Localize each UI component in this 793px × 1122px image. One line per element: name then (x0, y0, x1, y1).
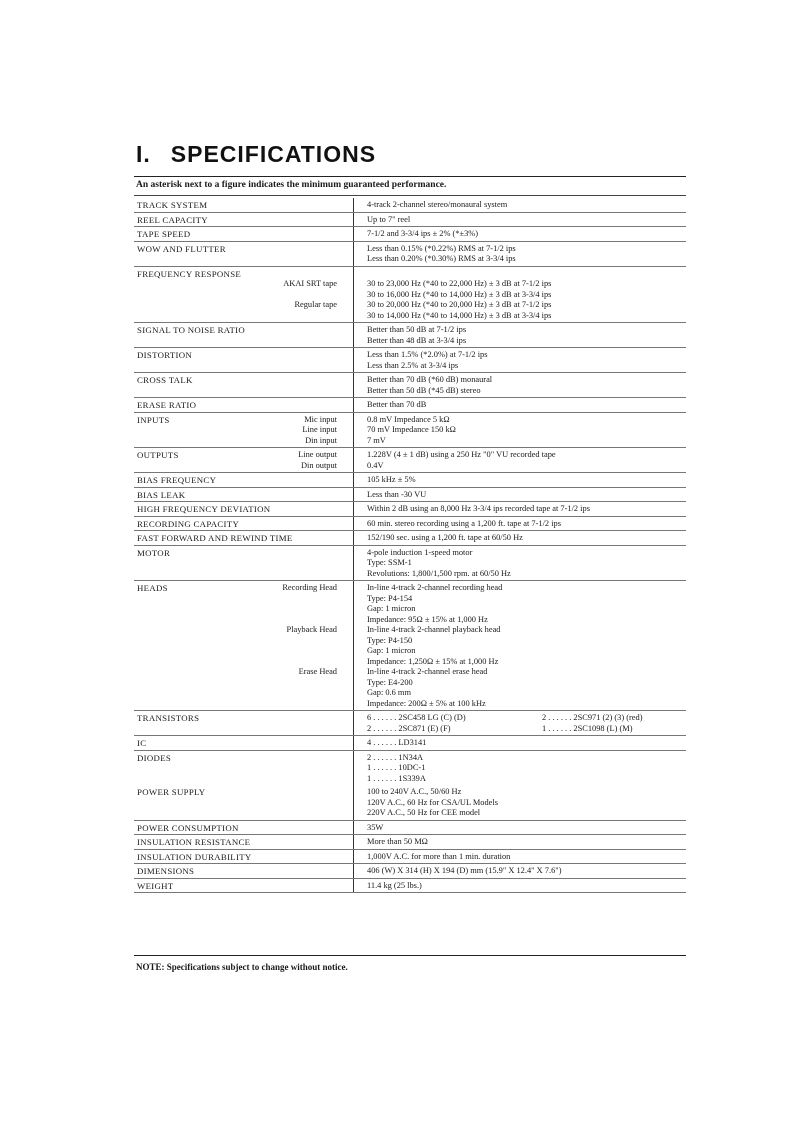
spec-value-line: Better than 50 dB (*45 dB) stereo (367, 385, 481, 395)
spec-value-line: Type: E4-200 (367, 677, 413, 687)
spec-value-line: 30 to 20,000 Hz (*40 to 20,000 Hz) ± 3 dB at 7-1/2 ips (367, 300, 552, 309)
spec-value-cell (354, 545, 687, 581)
spec-value-line: 30 to 16,000 Hz (*40 to 14,000 Hz) ± 3 dB at 3-3/4 ips (367, 289, 552, 299)
spec-value-cell (354, 502, 687, 517)
spec-value-cell (354, 323, 687, 348)
spec-row (134, 581, 686, 711)
spec-label-cell (134, 864, 354, 879)
spec-label: SIGNAL TO NOISE RATIO (137, 325, 246, 335)
spec-label: TRACK SYSTEM (137, 200, 208, 210)
section-number: I. (136, 141, 151, 167)
spec-row (134, 398, 686, 413)
spec-sublabel (137, 290, 351, 301)
spec-label: ERASE RATIO (137, 400, 197, 410)
spec-value-line: 4-track 2-channel stereo/monaural system (367, 200, 508, 209)
spec-label: FREQUENCY RESPONSE (137, 268, 242, 279)
spec-label-cell (134, 835, 354, 850)
page-title (136, 141, 376, 168)
spec-sublabel: Playback Head (286, 625, 337, 634)
spec-value-line: Less than -30 VU (367, 489, 427, 499)
spec-row (134, 198, 686, 212)
spec-label-cell (134, 545, 354, 581)
spec-value-line: Gap: 0.6 mm (367, 688, 411, 697)
spec-value-cell (354, 473, 687, 488)
spec-label-cell (134, 348, 354, 373)
spec-row (134, 849, 686, 864)
spec-value-line: More than 50 MΩ (367, 837, 428, 846)
spec-value-cell (354, 835, 687, 850)
spec-sublabel: AKAI SRT tape (283, 279, 337, 288)
bottom-rule (134, 955, 686, 956)
spec-row (134, 227, 686, 242)
spec-value-line: 7-1/2 and 3-3/4 ips ± 2% (*±3%) (367, 229, 479, 238)
spec-row (134, 348, 686, 373)
spec-value-cell (354, 487, 687, 502)
section-title: SPECIFICATIONS (170, 141, 377, 167)
spec-value-line: Impedance: 200Ω ± 5% at 100 kHz (367, 698, 486, 708)
spec-label-cell (134, 473, 354, 488)
intro-text: An asterisk next to a figure indicates the minimum guaranteed performance. (136, 180, 447, 190)
spec-sublabel (137, 604, 351, 615)
spec-sublabel: Line output (298, 450, 337, 459)
spec-row (134, 864, 686, 879)
spec-label: DIODES (137, 752, 172, 763)
spec-value-line: 7 mV (367, 435, 386, 445)
spec-value-line: 1 . . . . . . 10DC-1 (367, 763, 426, 772)
spec-label: REEL CAPACITY (137, 214, 208, 225)
spec-value-cell (354, 516, 687, 531)
spec-row (134, 323, 686, 348)
intro-rule (134, 195, 686, 196)
spec-label: DIMENSIONS (137, 866, 195, 876)
spec-row (134, 502, 686, 517)
spec-value-cell (354, 348, 687, 373)
spec-row (134, 545, 686, 581)
spec-label-cell (134, 487, 354, 502)
spec-value-cell (354, 711, 687, 736)
spec-row (134, 785, 686, 820)
spec-sublabel (137, 594, 351, 605)
footnote: NOTE: Specifications subject to change without notice. (136, 962, 348, 972)
spec-value-line: Better than 50 dB at 7-1/2 ips (367, 325, 467, 334)
spec-value-line: Less than 0.20% (*0.30%) RMS at 3-3/4 ips (367, 254, 516, 263)
spec-value-line: 152/190 sec. using a 1,200 ft. tape at 60/50 Hz (367, 533, 523, 542)
spec-label-cell (134, 516, 354, 531)
spec-label: POWER SUPPLY (137, 787, 206, 797)
spec-value-cell (354, 849, 687, 864)
spec-value-cell (354, 212, 687, 227)
spec-label-cell (134, 785, 354, 820)
spec-value-cell (354, 736, 687, 751)
spec-label-cell (134, 241, 354, 266)
spec-value-cell (354, 531, 687, 546)
spec-label-cell (134, 531, 354, 546)
spec-value-cell (354, 266, 687, 323)
spec-value-line: 11.4 kg (25 lbs.) (367, 880, 422, 890)
spec-value-cell (354, 398, 687, 413)
spec-value-line: Type: SSM-1 (367, 558, 412, 567)
spec-value-line: 2 . . . . . . 2SC971 (2) (3) (red) (542, 713, 643, 722)
spec-row (134, 373, 686, 398)
spec-value-cell (354, 227, 687, 242)
spec-value-line: Gap: 1 micron (367, 604, 416, 613)
spec-value-cell (354, 581, 687, 711)
spec-value-line: Type: P4-150 (367, 635, 413, 645)
spec-value-line: 1 . . . . . . 2SC1098 (L) (M) (542, 723, 633, 733)
spec-row (134, 835, 686, 850)
spec-value-line: 120V A.C., 60 Hz for CSA/UL Models (367, 797, 498, 807)
spec-value-line: In-line 4-track 2-channel recording head (367, 583, 503, 592)
spec-value-line: 35W (367, 822, 384, 832)
spec-value-line: 105 kHz ± 5% (367, 475, 416, 484)
spec-label: POWER CONSUMPTION (137, 822, 239, 833)
spec-label-cell (134, 412, 354, 448)
spec-label: INPUTS (137, 414, 170, 425)
spec-value-line: 1,000V A.C. for more than 1 min. duration (367, 851, 511, 861)
spec-label-cell (134, 198, 354, 212)
spec-row (134, 266, 686, 323)
spec-label: HEADS (137, 583, 168, 593)
spec-value-line: Better than 70 dB (367, 400, 427, 409)
spec-value-line (367, 269, 684, 280)
spec-row (134, 736, 686, 751)
spec-value-line: 406 (W) X 314 (H) X 194 (D) mm (15.9" X 12.4" X 7.6") (367, 866, 562, 875)
spec-row (134, 212, 686, 227)
spec-value-line: 30 to 14,000 Hz (*40 to 14,000 Hz) ± 3 dB at 3-3/4 ips (367, 310, 552, 320)
spec-label: DISTORTION (137, 350, 193, 360)
specifications-table (134, 198, 686, 893)
spec-value-line: Better than 70 dB (*60 dB) monaural (367, 375, 493, 384)
transistor-column-left (367, 713, 542, 734)
spec-sublabel (137, 615, 351, 626)
spec-value-line: 2 . . . . . . 1N34A (367, 752, 424, 762)
spec-row (134, 448, 686, 473)
spec-value-line: Gap: 1 micron (367, 646, 416, 655)
spec-label-cell (134, 323, 354, 348)
spec-label-cell (134, 820, 354, 835)
spec-sublabel: Recording Head (282, 583, 337, 592)
spec-label: TRANSISTORS (137, 713, 200, 723)
spec-value-line: 100 to 240V A.C., 50/60 Hz (367, 787, 462, 796)
spec-sublabel (137, 636, 351, 647)
spec-sublabel: Erase Head (298, 667, 337, 676)
spec-value-cell (354, 198, 687, 212)
spec-value-line: 30 to 23,000 Hz (*40 to 22,000 Hz) ± 3 dB at 7-1/2 ips (367, 279, 552, 288)
spec-value-cell (354, 373, 687, 398)
spec-sublabel (137, 688, 351, 699)
specifications-body (134, 198, 686, 893)
spec-label-cell (134, 212, 354, 227)
spec-value-line: In-line 4-track 2-channel playback head (367, 625, 501, 634)
spec-label: RECORDING CAPACITY (137, 518, 240, 529)
spec-value-line: Within 2 dB using an 8,000 Hz 3-3/4 ips recorded tape at 7-1/2 ips (367, 504, 590, 513)
spec-value-line: Less than 0.15% (*0.22%) RMS at 7-1/2 ips (367, 243, 516, 253)
spec-value-cell (354, 241, 687, 266)
spec-value-cell (354, 820, 687, 835)
spec-value-line: Impedance: 95Ω ± 15% at 1,000 Hz (367, 614, 488, 624)
spec-label: INSULATION RESISTANCE (137, 837, 251, 847)
spec-label: MOTOR (137, 547, 171, 558)
spec-label-cell (134, 266, 354, 323)
spec-sublabel: Line input (302, 425, 337, 434)
spec-label: BIAS FREQUENCY (137, 475, 217, 485)
spec-sublabel (137, 657, 351, 668)
spec-label-cell (134, 878, 354, 893)
spec-label-cell (134, 736, 354, 751)
spec-value-line: 4 . . . . . . LD3141 (367, 738, 427, 747)
spec-value-line: 1 . . . . . . 1S339A (367, 773, 426, 783)
spec-label-cell (134, 502, 354, 517)
spec-row (134, 878, 686, 893)
spec-label: OUTPUTS (137, 450, 179, 460)
transistor-column-right (542, 713, 642, 734)
spec-value-line: 4-pole induction 1-speed motor (367, 547, 473, 557)
spec-row (134, 473, 686, 488)
spec-row (134, 750, 686, 785)
spec-row (134, 412, 686, 448)
spec-label: TAPE SPEED (137, 229, 191, 239)
spec-label-cell (134, 581, 354, 711)
spec-row (134, 531, 686, 546)
spec-value-cell (354, 864, 687, 879)
spec-value-line: Revolutions: 1,800/1,500 rpm. at 60/50 Hz (367, 568, 511, 578)
spec-row (134, 241, 686, 266)
spec-value-line: 0.4V (367, 460, 384, 470)
spec-label-cell (134, 849, 354, 864)
top-rule (134, 176, 686, 177)
spec-sublabel: Regular tape (294, 300, 337, 309)
spec-value-line: 6 . . . . . . 2SC458 LG (C) (D) (367, 713, 466, 722)
spec-label-cell (134, 227, 354, 242)
spec-label: WOW AND FLUTTER (137, 243, 226, 254)
spec-sublabel (137, 646, 351, 657)
spec-label-cell (134, 398, 354, 413)
spec-value-line: 220V A.C., 50 Hz for CEE model (367, 808, 481, 817)
spec-value-cell (354, 750, 687, 785)
spec-label: FAST FORWARD AND REWIND TIME (137, 533, 293, 543)
spec-label-cell (134, 448, 354, 473)
spec-row (134, 516, 686, 531)
spec-label: INSULATION DURABILITY (137, 851, 252, 862)
spec-value-line: 2 . . . . . . 2SC871 (E) (F) (367, 723, 451, 733)
spec-value-line: In-line 4-track 2-channel erase head (367, 667, 488, 676)
spec-value-line: Better than 48 dB at 3-3/4 ips (367, 335, 467, 345)
spec-sublabel: Din input (305, 435, 337, 445)
spec-value-line: Less than 1.5% (*2.0%) at 7-1/2 ips (367, 350, 488, 359)
spec-value-line: 1.228V (4 ± 1 dB) using a 250 Hz "0" VU recorded tape (367, 450, 556, 459)
spec-label: BIAS LEAK (137, 489, 186, 500)
spec-value-cell (354, 448, 687, 473)
spec-value-cell (354, 412, 687, 448)
spec-label: HIGH FREQUENCY DEVIATION (137, 504, 271, 514)
spec-value-line: 60 min. stereo recording using a 1,200 ft. tape at 7-1/2 ips (367, 518, 561, 528)
spec-sublabel (137, 678, 351, 689)
spec-label: CROSS TALK (137, 375, 193, 385)
spec-label-cell (134, 711, 354, 736)
spec-value-line: Up to 7" reel (367, 214, 411, 224)
spec-value-line: Type: P4-154 (367, 593, 413, 603)
spec-label: WEIGHT (137, 880, 174, 891)
spec-value-line: 0.8 mV Impedance 5 kΩ (367, 414, 450, 424)
spec-value-line: 70 mV Impedance 150 kΩ (367, 425, 456, 434)
spec-value-line: Impedance: 1,250Ω ± 15% at 1,000 Hz (367, 656, 499, 666)
spec-label: IC (137, 738, 147, 748)
spec-label-cell (134, 750, 354, 785)
spec-sublabel: Din output (300, 460, 337, 470)
spec-value-cell (354, 785, 687, 820)
spec-label-cell (134, 373, 354, 398)
spec-row (134, 711, 686, 736)
transistor-columns (367, 713, 684, 734)
spec-sublabel: Mic input (304, 414, 337, 424)
spec-value-line: Less than 2.5% at 3-3/4 ips (367, 360, 459, 370)
spec-row (134, 487, 686, 502)
spec-value-cell (354, 878, 687, 893)
spec-row (134, 820, 686, 835)
